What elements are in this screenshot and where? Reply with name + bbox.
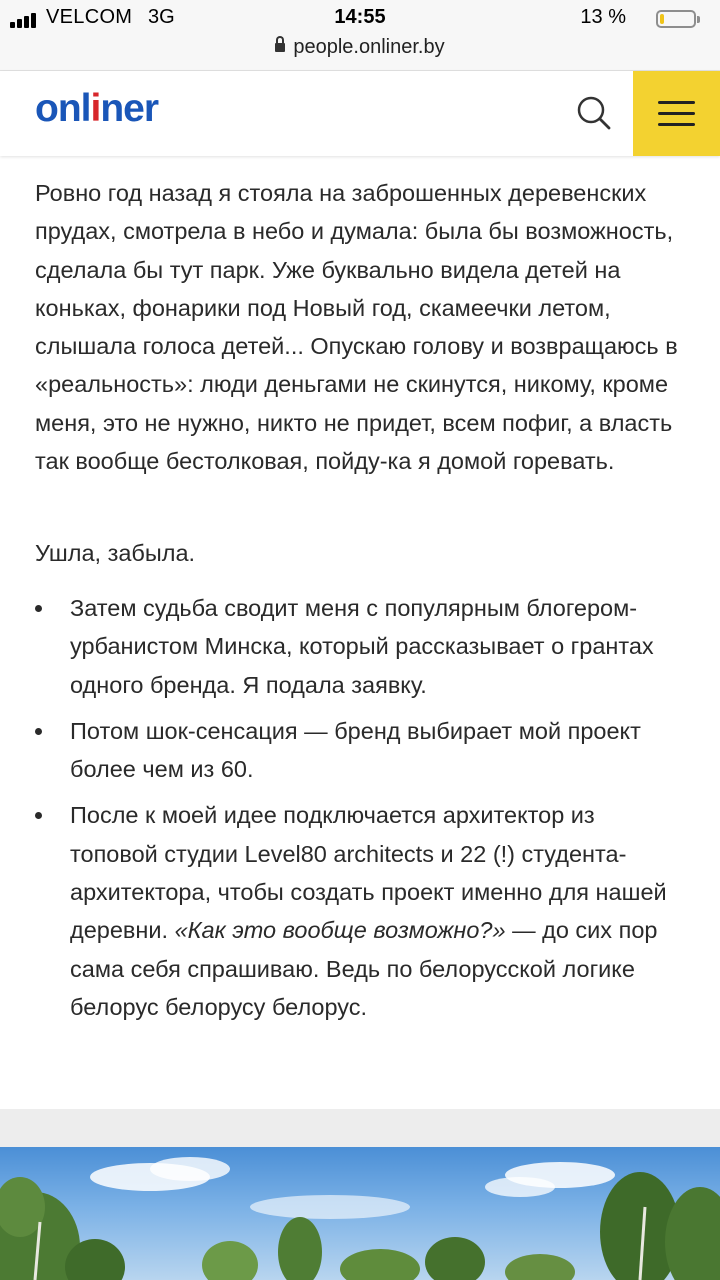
address-bar[interactable] bbox=[0, 36, 720, 59]
article-image[interactable] bbox=[0, 1147, 720, 1280]
battery-icon bbox=[656, 10, 696, 28]
carrier-name: VELCOM bbox=[46, 6, 133, 28]
list-item-text: Затем судьба сводит меня с популярным блогером-урбанистом Минска, который рассказывает о грантах одного бренда. Я подала заявку. bbox=[70, 595, 654, 698]
network-type: 3G bbox=[148, 6, 175, 28]
logo-text-accent: i bbox=[90, 87, 101, 130]
search-button[interactable] bbox=[566, 85, 622, 141]
bullet-list bbox=[35, 589, 685, 1034]
park-photo-trees bbox=[0, 1147, 720, 1280]
lock-icon bbox=[275, 43, 285, 52]
list-item bbox=[35, 796, 685, 1026]
section-divider bbox=[0, 1109, 720, 1147]
list-item bbox=[35, 589, 685, 704]
list-item bbox=[35, 712, 685, 789]
article-body bbox=[0, 156, 720, 1109]
logo-text-start: onl bbox=[35, 87, 91, 130]
list-item-text: — до сих пор сама себя спрашиваю. Ведь по белорусской логике белорус белорусу белорус. bbox=[70, 917, 658, 1020]
article-paragraph: Ушла, забыла. bbox=[35, 540, 196, 566]
search-icon bbox=[566, 85, 622, 141]
battery-level bbox=[660, 14, 664, 24]
article-paragraph: Ровно год назад я стояла на заброшенных деревенских прудах, смотрела в небо и думала: была бы возможность, сделала бы тут парк. Уже буквально видела детей на коньках, фонарики под Новый год, скамеечки летом, слышала голоса детей... Опускаю голову и возвращаюсь в «реальность»: люди деньгами не скинутся, никому, кроме меня, это не нужно, никто не придет, всем пофиг, а власть так вообще бестолковая, пойду-ка я домой горевать. bbox=[35, 180, 678, 475]
clock: 14:55 bbox=[334, 6, 386, 28]
list-item-text: После к моей идее подключается архитектор из топовой студии Level80 architects и 22 (!) студента-архитектора, чтобы создать проект именно для нашей деревни. bbox=[70, 802, 667, 944]
italic-quote: «Как это вообще возможно?» bbox=[174, 917, 506, 944]
site-header bbox=[0, 71, 720, 156]
onliner-logo[interactable] bbox=[35, 87, 158, 131]
menu-button[interactable] bbox=[633, 71, 720, 156]
status-bar bbox=[0, 0, 720, 71]
battery-percent: 13 % bbox=[580, 6, 626, 28]
list-item-text: Потом шок-сенсация — бренд выбирает мой проект более чем из 60. bbox=[70, 717, 641, 783]
url-text: people.onliner.by bbox=[293, 36, 445, 58]
logo-text-end: ner bbox=[100, 87, 159, 130]
